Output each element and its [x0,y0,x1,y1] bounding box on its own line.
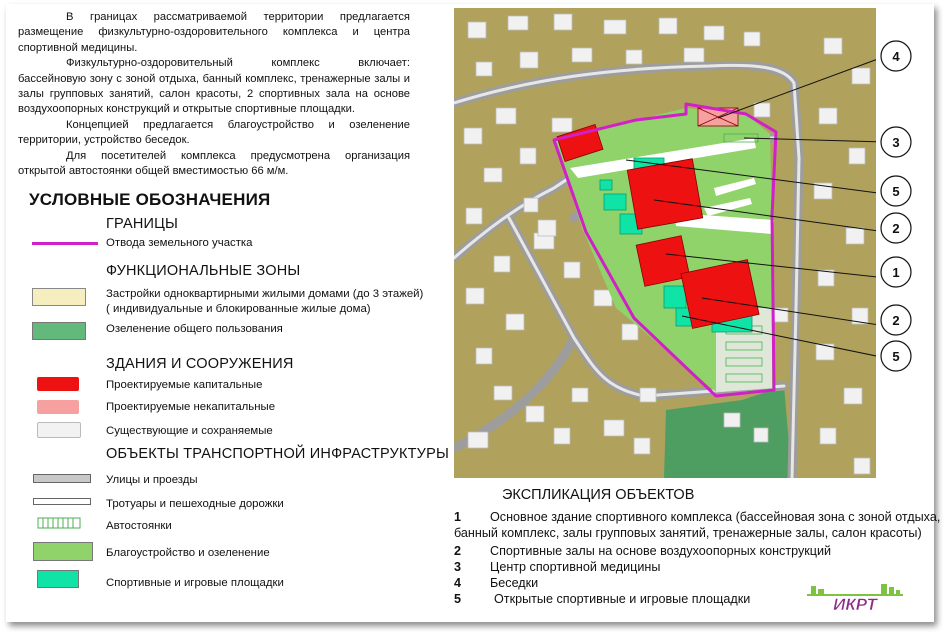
explication-num: 3 [454,560,462,574]
intro-paragraph-1: В границах рассматриваемой территории предлагается размещение физкультурно-оздоровительного комплекса и центра спортивной медицины. [18,11,410,54]
callout-label-1: 1 [892,265,900,280]
legend-item-border: Отвода земельного участка [106,237,253,249]
logo-text: ИКРТ [833,595,877,612]
explication-text: Открытые спортивные и игровые площадки [494,592,751,606]
legend-item-noncapital: Проектируемые некапитальные [106,401,276,413]
site-plan-map [454,8,876,478]
legend-title: УСЛОВНЫЕ ОБОЗНАЧЕНИЯ [29,190,271,209]
explication-item-2 [454,543,924,559]
callout-label-4: 4 [892,49,900,64]
explication-num: 2 [454,544,462,558]
intro-text [18,10,410,179]
explication-num: 5 [454,592,462,606]
legend-swatch-parking [37,517,81,529]
legend-swatch-existing [37,422,81,438]
legend-swatch-noncapital [37,400,79,414]
explication-item-3 [454,559,924,575]
intro-paragraph-3: Концепцией предлагается благоустройство и озеленение территории, устройство беседок. [18,118,410,147]
map-callouts [862,30,922,380]
legend-section-transport: ОБЪЕКТЫ ТРАНСПОРТНОЙ ИНФРАСТРУКТУРЫ [106,446,449,462]
city-skyline-logo [803,582,907,612]
legend-section-buildings: ЗДАНИЯ И СООРУЖЕНИЯ [106,356,294,372]
legend-swatch-green [32,322,86,340]
site-plan-drawing [454,8,876,478]
intro-paragraph-2: Физкультурно-оздоровительный комплекс включает: бассейновую зону с зоной отдыха, банный комплекс, тренажерные залы и залы групповых занятий, салон красоты, 2 спортивных зала на основе воздухоопорных конструкций и открытые спортивные площадки. [18,57,410,116]
legend-section-zones: ФУНКЦИОНАЛЬНЫЕ ЗОНЫ [106,263,301,279]
explication-text: Центр спортивной медицины [490,560,661,574]
legend-item-landscaping: Благоустройство и озеленение [106,547,270,559]
explication-num: 1 [454,510,462,524]
legend-section-borders: ГРАНИЦЫ [106,216,179,232]
explication-item-1 [454,509,941,543]
callout-label-2b: 2 [892,313,900,328]
legend-swatch-housing [32,288,86,306]
legend-item-capital: Проектируемые капитальные [106,379,263,391]
explication-text: Беседки [490,576,539,590]
legend-item-existing: Существующие и сохраняемые [106,425,273,437]
explication-text-cont: банный комплекс, залы групповых занятий, тренажерные залы, салон красоты) [454,526,922,540]
legend-swatch-sidewalk [33,498,91,505]
callout-label-5a: 5 [892,184,900,199]
legend-item-sidewalks: Тротуары и пешеходные дорожки [106,498,284,510]
explication-text: Спортивные залы на основе воздухоопорных конструкций [490,544,832,558]
legend-swatch-border [32,242,98,245]
intro-paragraph-4: Для посетителей комплекса предусмотрена организация открытой автостоянки общей вместимостью 66 м/м. [18,149,410,178]
legend-item-housing-2: ( индивидуальные и блокированные жилые дома) [106,303,371,315]
legend-item-streets: Улицы и проезды [106,474,198,486]
legend-swatch-street [33,474,91,483]
callout-label-5b: 5 [892,349,900,364]
legend-swatch-sports [37,570,79,588]
legend-item-sports: Спортивные и игровые площадки [106,577,284,589]
callout-label-2a: 2 [892,221,900,236]
explication-title: ЭКСПЛИКАЦИЯ ОБЪЕКТОВ [502,487,695,503]
legend-item-parking: Автостоянки [106,520,172,532]
explication-num: 4 [454,576,462,590]
legend-swatch-capital [37,377,79,391]
legend-swatch-landscaping [33,542,93,561]
callout-label-3: 3 [892,135,900,150]
legend-item-green: Озеленение общего пользования [106,323,283,335]
explication-text: Основное здание спортивного комплекса (бассейновая зона с зоной отдыха, [490,510,941,524]
legend-item-housing-1: Застройки одноквартирными жилыми домами (до 3 этажей) [106,288,424,300]
